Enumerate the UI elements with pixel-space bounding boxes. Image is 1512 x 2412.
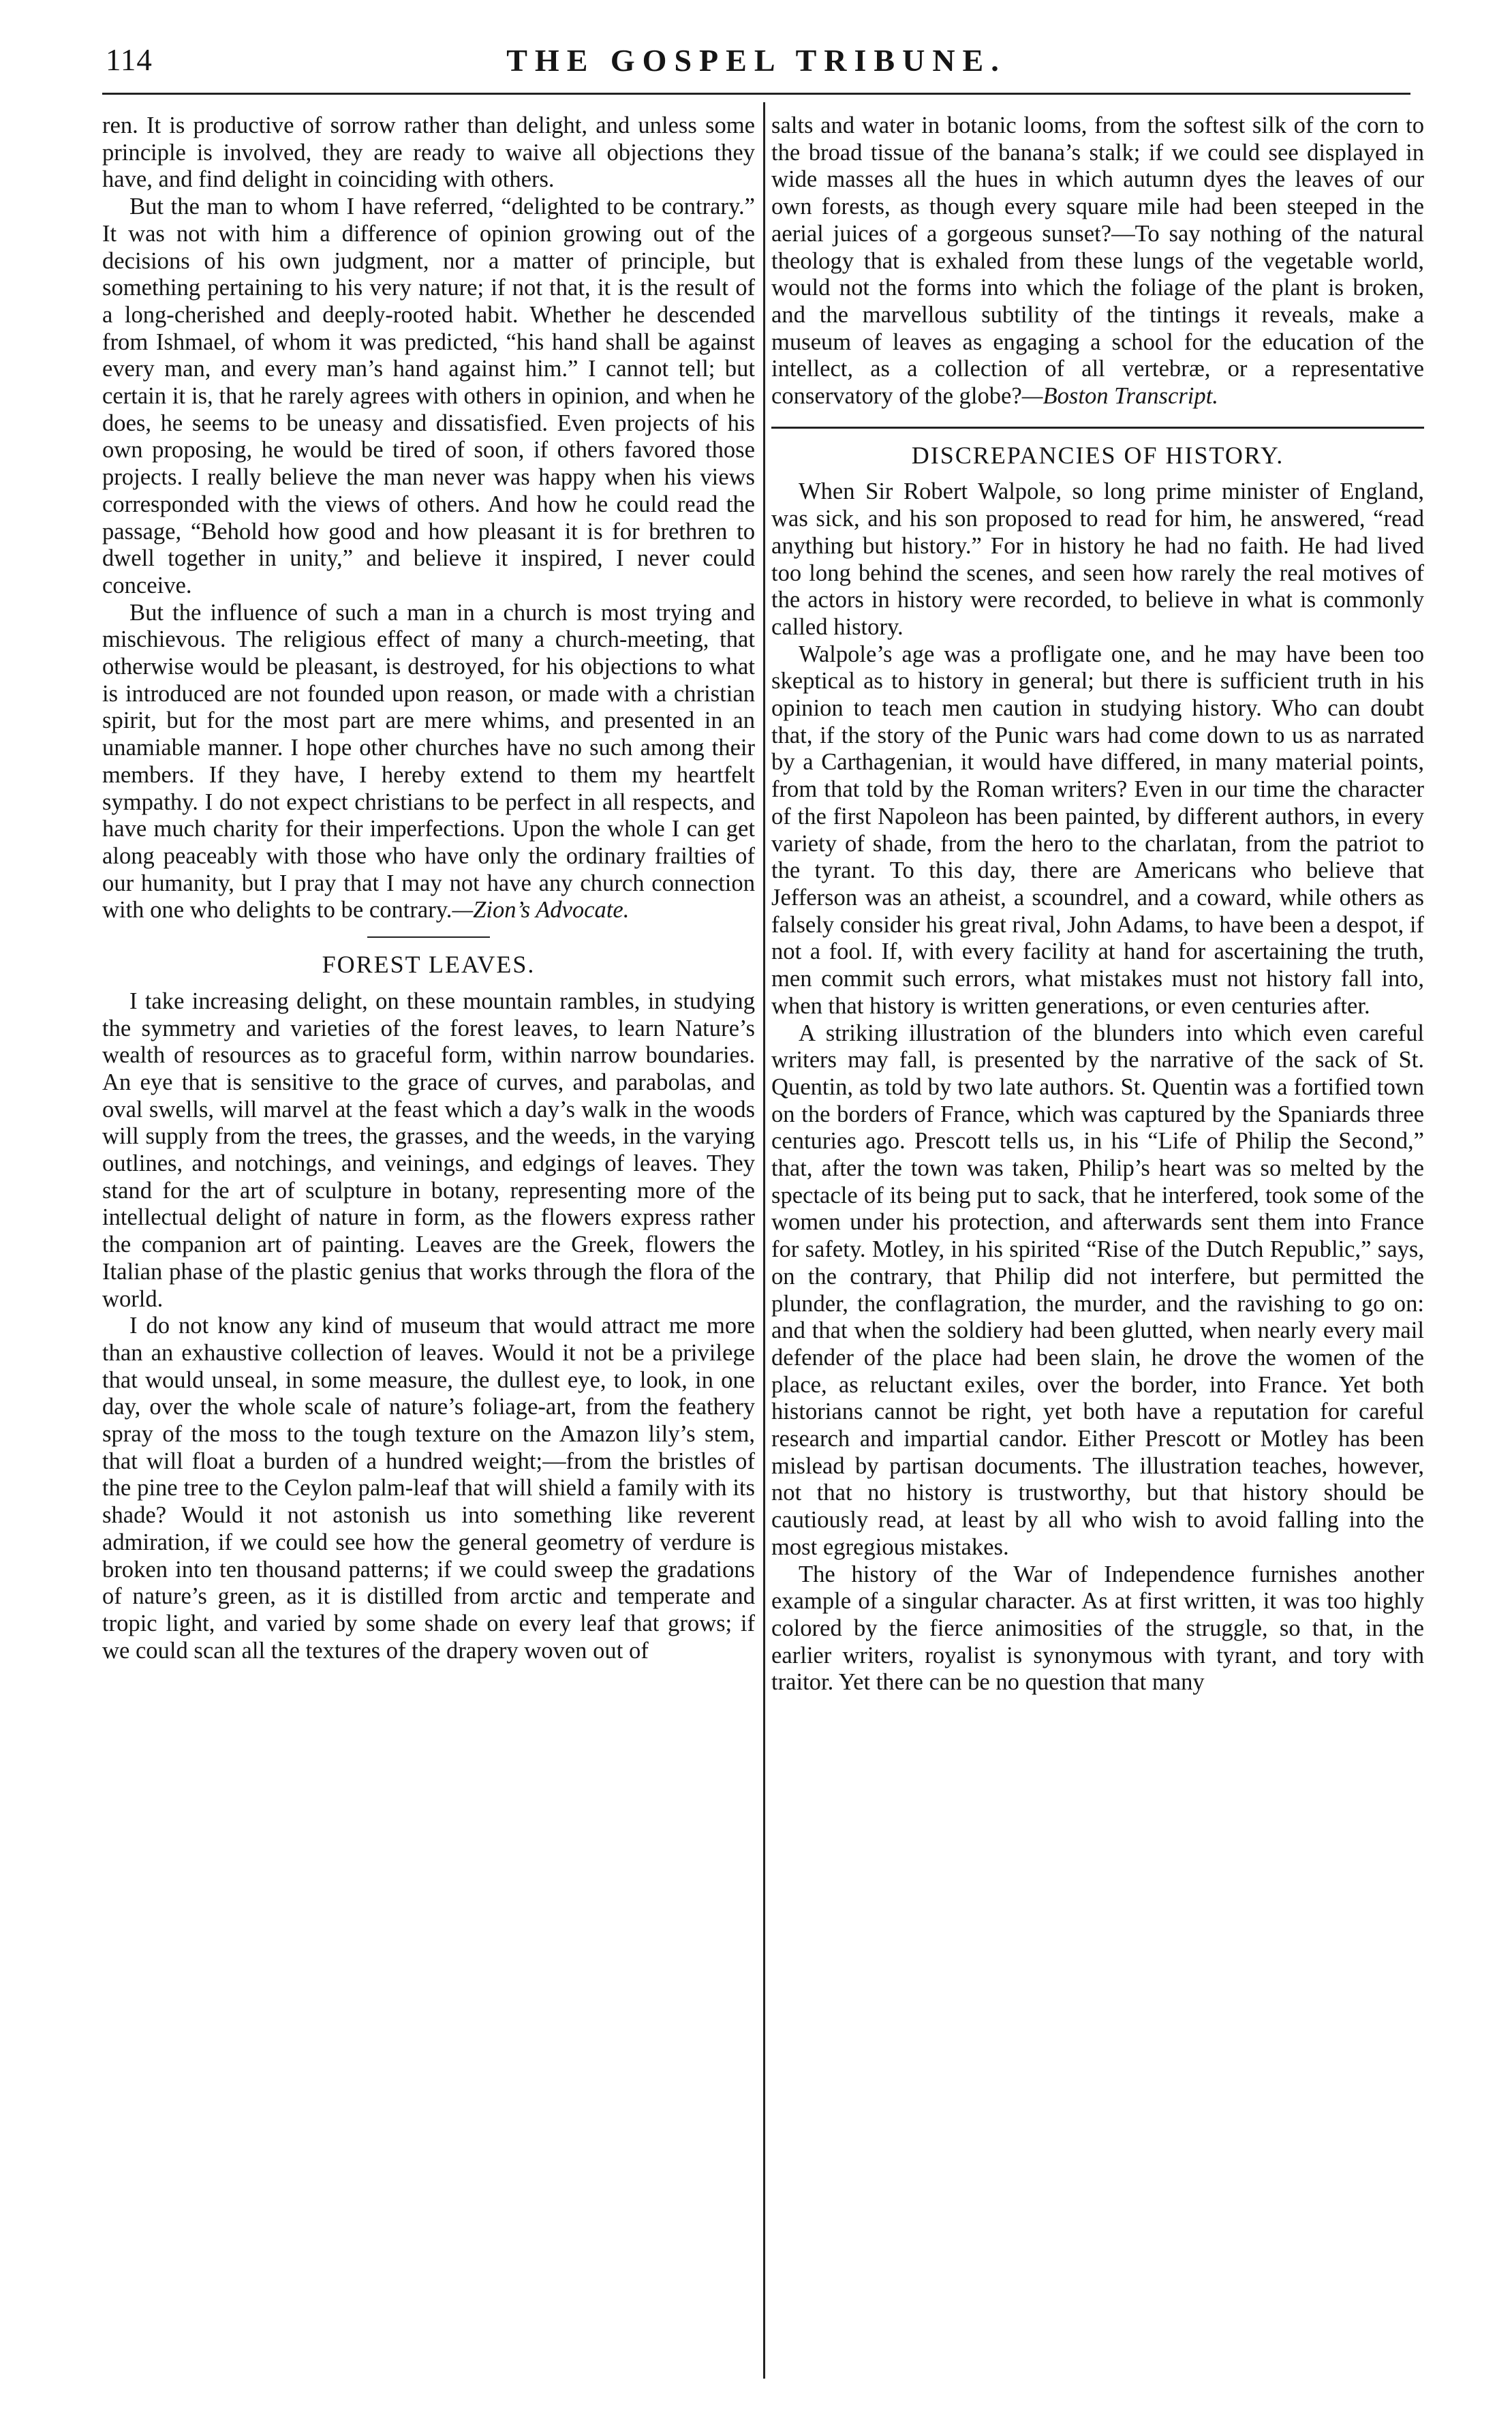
article-paragraph: The history of the War of Independence furnishes another example of a singular character. As at first written, it was too highly colored by the fierce animosities of the struggle, so that, in the earlier writers, royalist is synonymous with tyrant, and tory with traitor. Yet there can be no question that many bbox=[771, 1561, 1424, 1696]
journal-title: THE GOSPEL TRIBUNE. bbox=[506, 43, 1006, 78]
page-number: 114 bbox=[106, 43, 153, 77]
page-header bbox=[106, 42, 1407, 90]
article-paragraph: I take increasing delight, on these mountain rambles, in studying the symmetry and varieties of the forest leaves, to learn Nature’s wealth of resources as to graceful form, within narrow boundaries. An eye that is sensitive to the grace of curves, and parabolas, and oval swells, will marvel at the feast which a day’s walk in the woods will supply from the trees, the grasses, and the weeds, in the varying outlines, and notchings, and veinings, and edgings of leaves. They stand for the art of sculpture in botany, representing more of the intellectual delight of nature in form, as the flowers express rather the companion art of painting. Leaves are the Greek, flowers the Italian phase of the plastic genius that works through the flora of the world. bbox=[102, 988, 755, 1312]
header-rule bbox=[102, 93, 1410, 95]
section-separator bbox=[367, 936, 490, 938]
section-separator bbox=[771, 427, 1424, 429]
source-attribution: —Boston Transcript. bbox=[1021, 383, 1218, 410]
article-paragraph: Walpole’s age was a profligate one, and he may have been too skeptical as to history in general; but there is sufficient truth in his opinion to teach men caution in studying history. Who can doubt that, if the story of the Punic wars had come down to us as narrated by a Carthagenian, it would have differed, in many material points, from that told by the Roman writers? Even in our time the character of the first Napoleon has been painted, by different authors, in every variety of shade, from the hero to the charlatan, from the patriot to the tyrant. To this day, there are Americans who believe that Jefferson was an atheist, a scoundrel, and a coward, while others as falsely consider his great rival, John Adams, to have been a despot, if not a fool. If, with every facility at hand for ascertaining the truth, men commit such errors, what mistakes must not history fall into, when that history is written generations, or even centuries after. bbox=[771, 641, 1424, 1019]
article-paragraph: When Sir Robert Walpole, so long prime minister of England, was sick, and his son proposed to read for him, he answered, “read anything but history.” For in history he had no faith. He had lived too long behind the scenes, and seen how rarely the real motives of the actors in history were recorded, to believe in what is commonly called history. bbox=[771, 478, 1424, 640]
source-attribution: —Zion’s Advocate. bbox=[452, 897, 630, 923]
paragraph-text: salts and water in botanic looms, from the softest silk of the corn to the broad tissue of the banana’s stalk; if we could see displayed in wide masses all the hues in which autumn dyes the leaves of our own forests, as though every square mile had been steeped in the aerial juices of a gorgeous sunset?—To say nothing of the natural theology that is exhaled from these lungs of the vegetable world, would not the forms into which the foliage of the plant is broken, and the marvellous subtility of the tintings it reveals, make a museum of leaves as engaging a school for the education of the intellect, as a collection of all vertebræ, or a representative conservatory of the globe? bbox=[771, 112, 1424, 410]
article-paragraph: A striking illustration of the blunders into which even careful writers may fall, is presented by the narrative of the sack of St. Quentin, as told by two late authors. St. Quentin was a fortified town on the borders of France, which was captured by the Spaniards three centuries ago. Prescott tells us, in his “Life of Philip the Second,” that, after the town was taken, Philip’s heart was so melted by the spectacle of its being put to sack, that he interfered, took some of the women under his protection, and afterwards sent them into France for safety. Motley, in his spirited “Rise of the Dutch Republic,” says, on the contrary, that Philip did not interfere, but permitted the plunder, the conflagration, the murder, and the ravishing to go on: and that when the soldiery had been glutted, when nearly every mail defender of the place had been slain, he drove the women of the place, as reluctant exiles, over the border, into France. Yet both historians cannot be right, yet both have a reputation for careful research and impartial candor. Either Prescott or Motley has been mislead by partisan documents. The illustration teaches, however, not that no history is trustworthy, but that history should be cautiously read, at least by all who wish to avoid falling into the most egregious mistakes. bbox=[771, 1020, 1424, 1560]
left-column bbox=[102, 112, 755, 1664]
article-paragraph: I do not know any kind of museum that would attract me more than an exhaustive collection of leaves. Would it not be a privilege that would unseal, in some measure, the dullest eye, to look, in one day, over the whole scale of nature’s foliage-art, from the feathery spray of the moss to the tough texture on the Amazon lily’s stem, that will float a burden of a hundred weight;—from the bristles of the pine tree to the Ceylon palm-leaf that will shield a family with its shade? Would it not astonish us into something like reverent admiration, if we could see how the general geometry of verdure is broken into ten thousand patterns; if we could sweep the gradations of nature’s green, as it is distilled from arctic and temperate and tropic light, and varied by some shade on every leaf that grows; if we could scan all the textures of the drapery woven out of bbox=[102, 1313, 755, 1664]
article-heading: DISCREPANCIES OF HISTORY. bbox=[911, 441, 1284, 469]
article-paragraph bbox=[102, 600, 755, 924]
paragraph-text: But the influence of such a man in a church is most trying and mischievous. The religious effect of many a church-meeting, that otherwise would be pleasant, is destroyed, for his objections to what is introduced are not founded upon reason, or made with a christian spirit, but for the most part are mere whims, and presented in an unamiable manner. I hope other churches have no such among their members. If they have, I hereby extend to them my heartfelt sympathy. I do not expect christians to be perfect in all respects, and have much charity for their imperfections. Upon the whole I can get along peaceably with those who have only the ordinary frailties of our humanity, but I pray that I may not have any church connection with one who delights to be contrary. bbox=[102, 599, 755, 923]
article-paragraph: But the man to whom I have referred, “delighted to be contrary.” It was not with him a difference of opinion growing out of the decisions of his own judgment, nor a matter of principle, but something pertaining to his very nature; if not that, it is the result of a long-cherished and deeply-rooted habit. Whether he descended from Ishmael, of whom it was predicted, “his hand shall be against every man, and every man’s hand against him.” I cannot tell; but certain it is, that he rarely agrees with others in opinion, and when he does, he seems to be uneasy and dissatisfied. Even projects of his own proposing, he would be tired of soon, if others favored those projects. I really believe the man never was happy when his views corresponded with the views of others. And how he could read the passage, “Behold how good and how pleasant it is for brethren to dwell together in unity,” and believe it inspired, I never could conceive. bbox=[102, 194, 755, 598]
article-heading: FOREST LEAVES. bbox=[322, 951, 536, 979]
article-paragraph: ren. It is productive of sorrow rather than delight, and unless some principle is involved, they are ready to waive all objections they have, and find delight in coinciding with others. bbox=[102, 112, 755, 193]
right-column bbox=[771, 112, 1424, 1696]
column-divider bbox=[763, 102, 765, 2379]
article-paragraph bbox=[771, 112, 1424, 410]
